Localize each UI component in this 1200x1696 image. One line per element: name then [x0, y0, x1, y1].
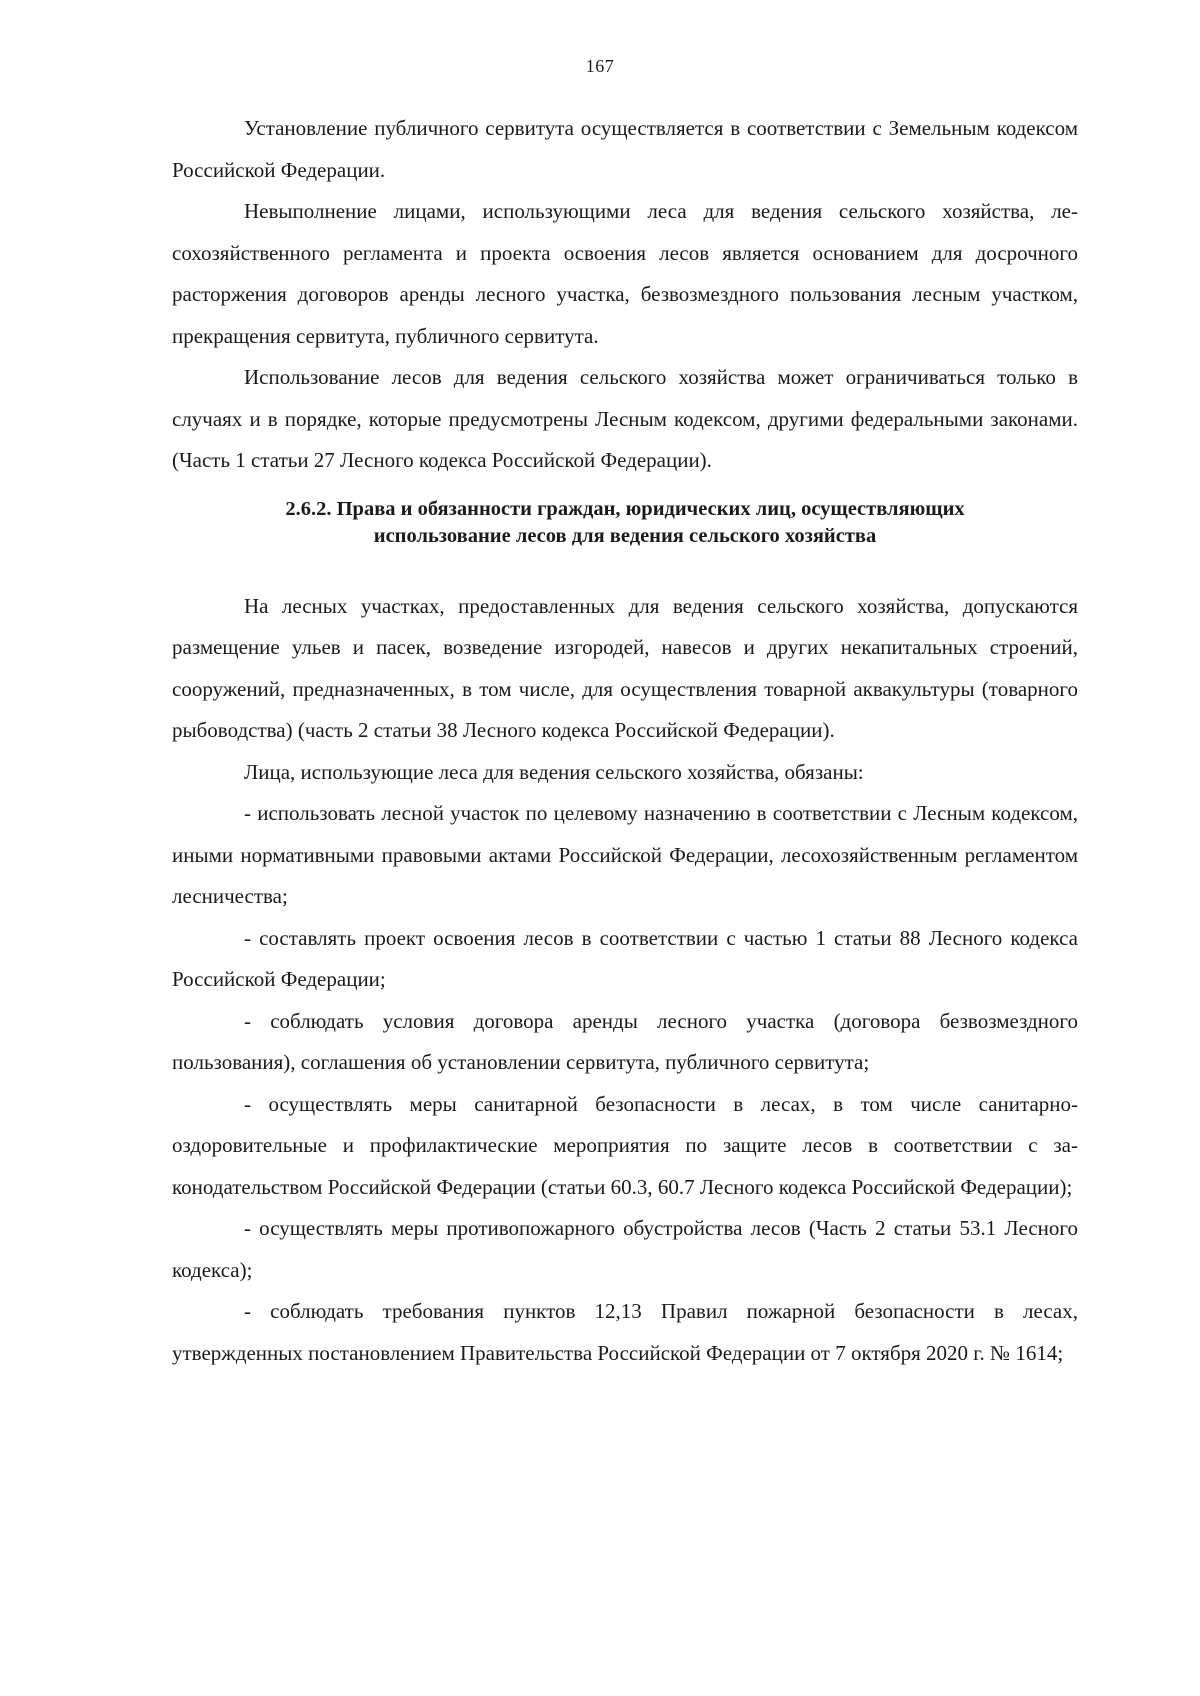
paragraph: Использование лесов для ведения сельского хозяйства может ограничиваться только в случаях и в порядке, которые предусмотрены Лесным кодексом, другими федеральными законами. (Часть 1 статьи 27 Лесного кодекса Российской Федерации).: [172, 365, 1078, 472]
paragraph: Установление публичного сервитута осуществляется в соответствии с Земельным кодексом Российской Федерации.: [172, 116, 1078, 182]
list-item: - соблюдать требования пунктов 12,13 Правил пожарной безопасности в лесах, утвержденных постановлением Правительства Российской Федерации от 7 октября 2020 г. № 1614;: [172, 1299, 1078, 1365]
section-heading-line: использование лесов для ведения сельского хозяйства: [373, 524, 877, 547]
list-item: - использовать лесной участок по целевому назначению в соответствии с Лесным кодексом, иными нормативными правовыми актами Российской Федерации, лесохозяйственным регламентом лесничества;: [172, 801, 1078, 908]
paragraph: Невыполнение лицами, использующими леса для ведения сельского хозяйства, лесохозяйственного регламента и проекта освоения лесов является основанием для досрочного расторжения договоров аренды лесного участка, безвозмездного пользования лесным участком, прекращения сервитута, публичного сервитута.: [172, 199, 1078, 348]
list-item: - осуществлять меры санитарной безопасности в лесах, в том числе санитарно-оздоровительные и профилактические мероприятия по защите лесов в соответствии с законодательством Российской Федерации (статьи 60.3, 60.7 Лесного кодекса Российской Федерации);: [172, 1091, 1078, 1199]
page-number: 167: [585, 56, 615, 76]
section-heading-line: 2.6.2. Права и обязанности граждан, юридических лиц, осуществляющих: [285, 497, 965, 520]
list-item: - составлять проект освоения лесов в соответствии с частью 1 статьи 88 Лесного кодекса Российской Федерации;: [172, 925, 1078, 991]
list-item: - соблюдать условия договора аренды лесного участка (договора безвозмездного пользования), соглашения об установлении сервитута, публичного сервитута;: [172, 1008, 1078, 1074]
paragraph: На лесных участках, предоставленных для ведения сельского хозяйства, допускаются размещение ульев и пасек, возведение изгородей, навесов и других некапитальных строений, сооружений, предназначенных, в том числе, для осуществления товарной аквакультуры (товарного рыбоводства) (часть 2 статьи 38 Лесного кодекса Российской Федерации).: [172, 593, 1078, 742]
document-body: [172, 108, 1078, 1374]
list-item: - осуществлять меры противопожарного обустройства лесов (Часть 2 статьи 53.1 Лесного кодекса);: [172, 1216, 1078, 1282]
section-heading: [172, 496, 1078, 550]
paragraph: Лица, использующие леса для ведения сельского хозяйства, обязаны:: [244, 759, 864, 784]
